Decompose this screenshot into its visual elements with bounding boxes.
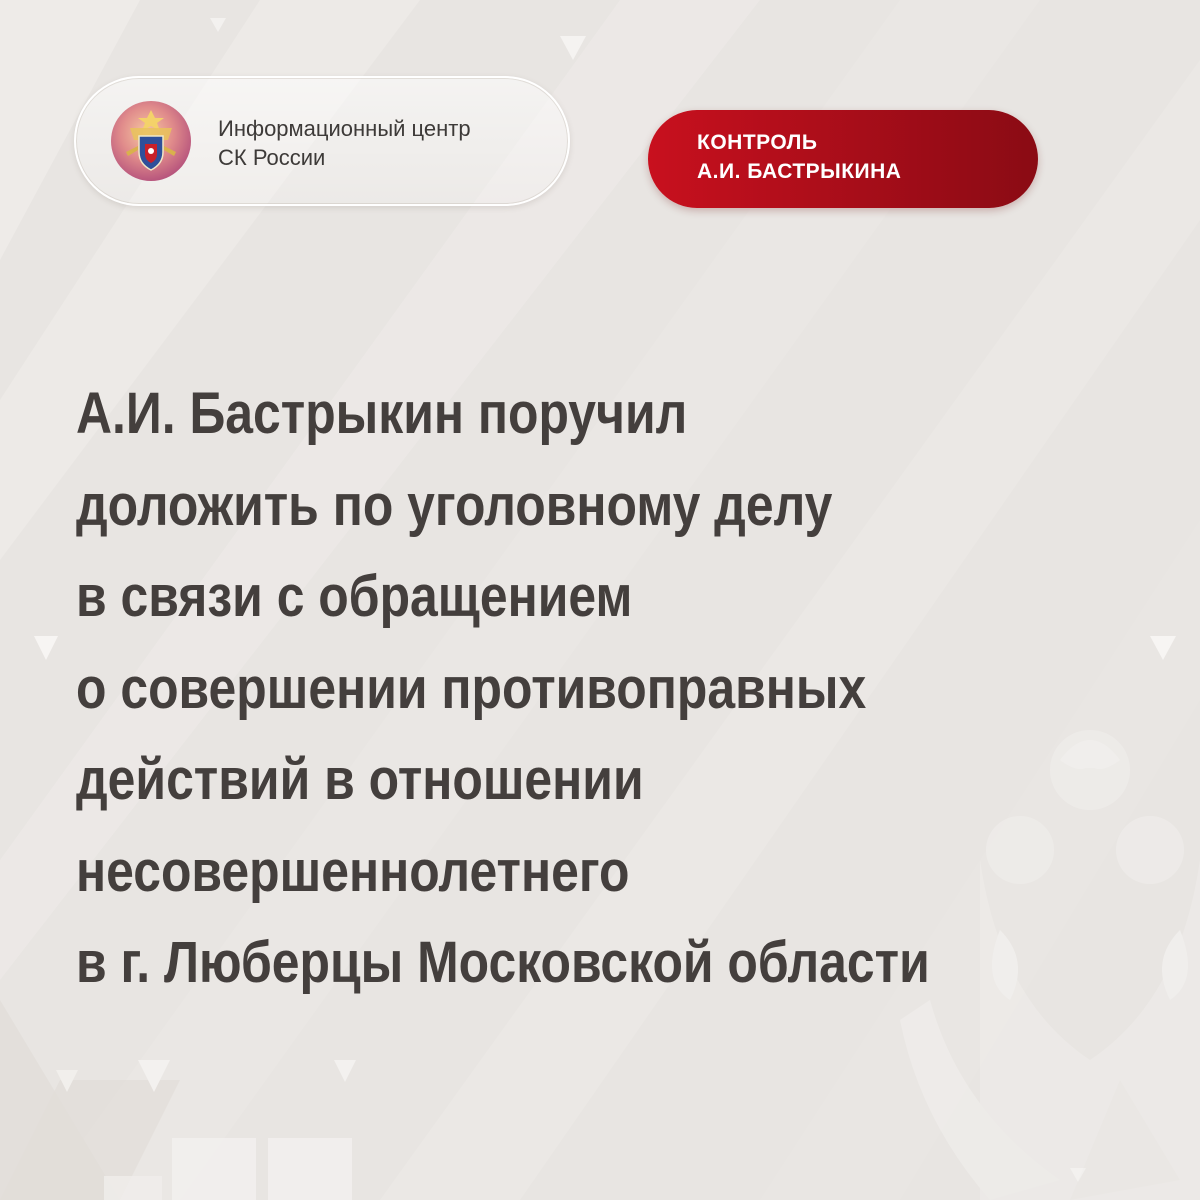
control-badge-text	[697, 128, 901, 186]
control-badge-line-2: А.И. БАСТРЫКИНА	[697, 160, 902, 183]
headline-line: доложить по уголовному делу	[76, 472, 833, 538]
headline-line: А.И. Бастрыкин поручил	[76, 381, 688, 446]
investigative-committee-emblem-icon	[110, 100, 192, 182]
headline-line: действий в отношении	[76, 747, 644, 812]
headline-line: несовершеннолетнего	[76, 838, 630, 904]
brand-title-line-1: Информационный центр	[218, 116, 471, 141]
headline	[76, 368, 1022, 1009]
brand-header-pill	[74, 76, 570, 206]
brand-title-line-2: СК России	[218, 145, 326, 170]
headline-line: в связи с обращением	[76, 564, 633, 629]
control-badge-line-1: КОНТРОЛЬ	[697, 131, 818, 154]
headline-line: о совершении противоправных	[76, 655, 867, 721]
brand-title	[218, 114, 471, 172]
control-badge	[648, 110, 1038, 208]
headline-line: в г. Люберцы Московской области	[76, 930, 930, 995]
